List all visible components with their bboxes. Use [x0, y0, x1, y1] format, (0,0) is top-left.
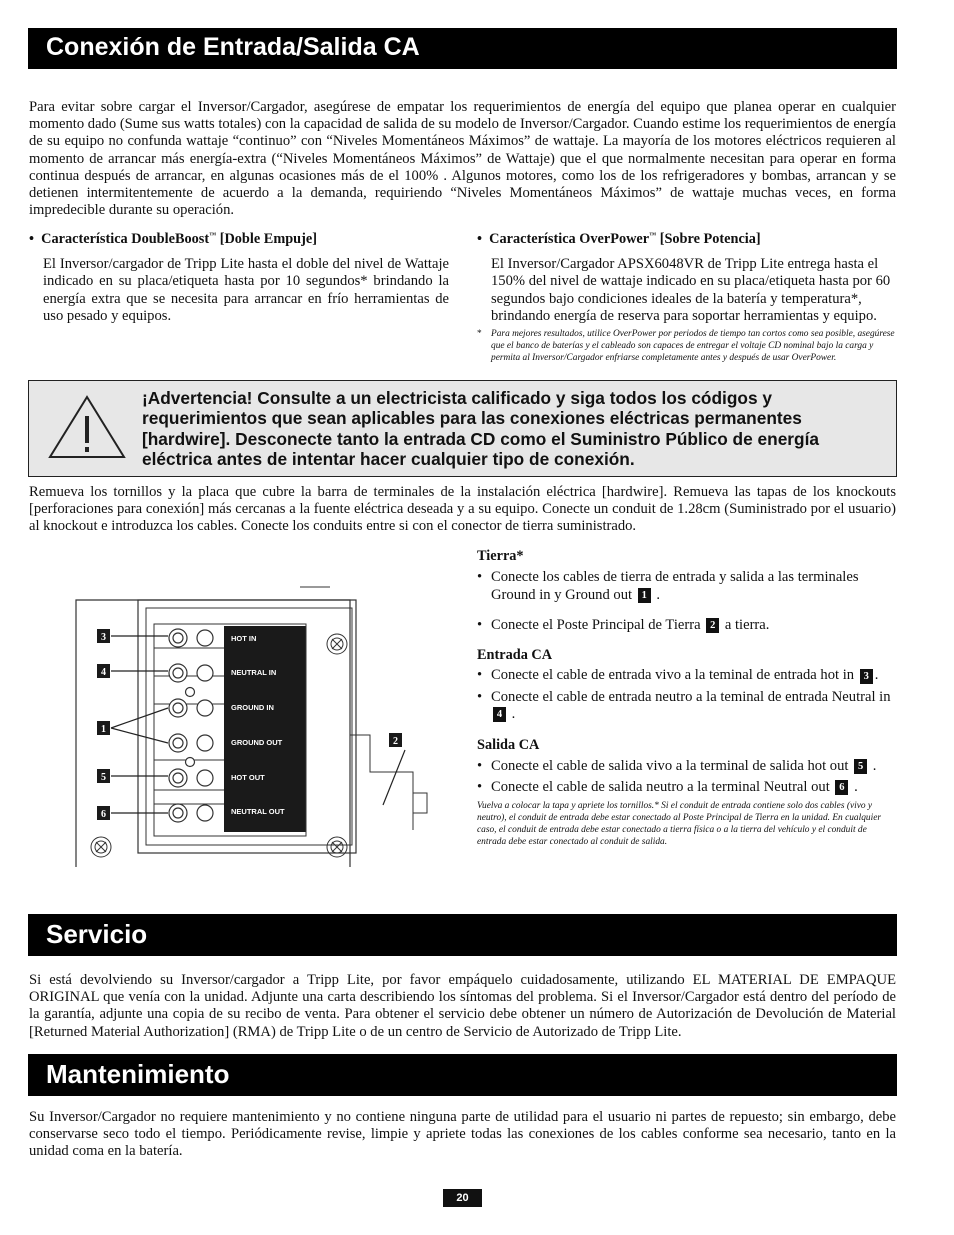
doubleboost-body: El Inversor/cargador de Tripp Lite hasta el doble del nivel de Wattaje indicado en su placa/etiqueta hasta por 10 segundos* brindando la energía extra que se necesita para arrancar en frío herramientas de uso pesado y equipos.: [43, 256, 449, 324]
callout-6: 6: [101, 809, 106, 820]
salida-note: Vuelva a colocar la tapa y apriete los tornillos.* Si el conduit de entrada contiene solo dos cables (vivo y neutro), el conduit de entrada debe estar conectado al Poste Principal de Tierra en la unidad. En cualquier caso, el conduit de entrada debe estar conectado a tierra física o a la tierra del vehículo y el conduit de entrada debe estar conectado al conduit de salida.: [477, 801, 882, 847]
tierra-heading: Tierra*: [477, 548, 524, 564]
remove-paragraph: Remueva los tornillos y la placa que cubre la barra de terminales de la instalación eléctrica [hardwire]. Remueva las tapas de los knockouts [perforaciones para conexión] más cercanas a la fuente eléctrica deseada y a su equipo. Conecte un conduit de 1.28cm (Suministrado por el usuario) al knockout e introduzca los cables. Conecte los conduits entre si con el conector de tierra suministrado.: [29, 484, 896, 535]
callout-2: 2: [393, 736, 398, 747]
section-title-text: Servicio: [46, 919, 148, 949]
section-title-mantenimiento: [28, 1054, 897, 1096]
screw-icon: [327, 634, 347, 654]
callout-4-inline: 4: [493, 707, 506, 722]
overpower-block: [477, 227, 897, 365]
callout-5-inline: 5: [854, 759, 867, 774]
callout-5: 5: [101, 772, 106, 783]
page-number: 20: [443, 1189, 482, 1207]
section-title-servicio: [28, 914, 897, 956]
entrada-bullet-2: • Conecte el cable de entrada neutro a la teminal de entrada Neutral in 4 .: [477, 689, 897, 724]
intro-paragraph: Para evitar sobre cargar el Inversor/Cargador, asegúrese de empatar los requerimientos de energía del equipo que planea operar en cualquier momento dado (Sume sus watts totales) con la capacidad de salida de su modelo de Inversor/Cargador. Cuando estime los requerimientos de energía de su equipo no confunda wattaje “continuo” con “Niveles Momentáneos Máximos” de wattaje. La mayoría de los motores eléctricos requieren al momento de arrancar más energía-extra (“Niveles Momentáneos Máximos” de Wattaje) que el que normalmente necesitan para operar en forma continua después de arrancar, en algunas ocasiones más de el 100% . Algunos motores, como los de los refrigeradores y bombas, arrancan y se detienen intermitentemente de acuerdo a la demanda, requiriendo “Niveles Momentáneos Máximos” de wattaje muchas veces, en forma impredecible durante su operación.: [29, 99, 896, 219]
screw-icon: [91, 837, 111, 857]
callout-3-inline: 3: [860, 669, 873, 684]
doubleboost-heading: • Característica DoubleBoost™ [Doble Empuje]: [29, 230, 317, 247]
section-title-conexion: [28, 28, 897, 69]
callout-2-inline: 2: [706, 618, 719, 633]
callout-3: 3: [101, 632, 106, 643]
terminal-label-hot-out: HOT OUT: [231, 773, 265, 782]
wiring-diagram: [70, 540, 470, 870]
entrada-heading: Entrada CA: [477, 647, 553, 664]
section-title-text: Conexión de Entrada/Salida CA: [46, 33, 420, 61]
terminal-label-neutral-in: NEUTRAL IN: [231, 668, 277, 677]
entrada-bullet-1: • Conecte el cable de entrada vivo a la teminal de entrada hot in 3 .: [477, 667, 897, 684]
terminal-label-ground-in: GROUND IN: [231, 703, 274, 712]
mantenimiento-paragraph: Su Inversor/Cargador no requiere mantenimiento y no contiene ninguna parte de utilidad para el usuario ni partes de repuesto; sin embargo, debe conservarse seco todo el tiempo. Periódicamente revise, limpie y apriete todas las conexiones de los cables conforme sea necesario, tanto en la unidad coma en la batería.: [29, 1109, 896, 1160]
screw-icon: [327, 837, 347, 857]
terminal-label-ground-out: GROUND OUT: [231, 738, 283, 747]
salida-bullet-2: • Conecte el cable de salida neutro a la terminal Neutral out 6 .: [477, 779, 897, 796]
callout-4: 4: [101, 667, 106, 678]
callout-1-inline: 1: [638, 588, 651, 603]
instructions-column: [477, 548, 897, 849]
terminal-label-neutral-out: NEUTRAL OUT: [231, 807, 285, 816]
doubleboost-block: [29, 227, 449, 325]
overpower-heading: • Característica OverPower™ [Sobre Potencia]: [477, 230, 761, 247]
section-title-text: Mantenimiento: [46, 1059, 230, 1089]
warning-text: ¡Advertencia! Consulte a un electricista calificado y siga todos los códigos y requerimientos que sean aplicables para las conexiones eléctricas permanentes [hardwire]. Desconecte tanto la entrada CD como el Suministro Público de energía eléctrica antes de intentar hacer cualquier tipo de conexión.: [142, 388, 819, 469]
overpower-footnote: * Para mejores resultados, utilice OverPower por periodos de tiempo tan cortos como sea posible, asegúrese que el banco de baterías y el cableado son capaces de entregar el voltaje CD nominal bajo la carga y permita al Inversor/Cargador enfriarse completamente antes y después de usar OverPower.: [477, 329, 895, 364]
salida-bullet-1: • Conecte el cable de salida vivo a la terminal de salida hot out 5 .: [477, 758, 897, 775]
tierra-bullet-2: • Conecte el Poste Principal de Tierra 2 a tierra.: [477, 617, 897, 634]
callout-6-inline: 6: [835, 780, 848, 795]
servicio-paragraph: Si está devolviendo su Inversor/cargador a Tripp Lite, por favor empáquelo cuidadosamente, utilizando EL MATERIAL DE EMPAQUE ORIGINAL que venía con la unidad. Adjunte una carta describiendo los síntomas del problema. Si el Inversor/Cargador está dentro del período de la garantía, adjunte una copia de su recibo de venta. Para obtener el servicio debe obtener un número de Autorización de Devolución de Material [Returned Material Authorization] (RMA) de Tripp Lite o de un centro de Servicio de Autorizado de Tripp Lite.: [29, 972, 896, 1040]
tierra-bullet-1: • Conecte los cables de tierra de entrada y salida a las terminales Ground in y Ground out 1 .: [477, 569, 897, 604]
warning-box: [28, 380, 897, 477]
warning-triangle-icon: [47, 394, 127, 460]
callout-1: 1: [101, 724, 106, 735]
overpower-body: El Inversor/Cargador APSX6048VR de Tripp Lite entrega hasta el 150% del nivel de wattaje indicado en su placa/etiqueta hasta por 60 segundos bajo condiciones ideales de la batería y temperatura*, brindando energía de reserva para soportar herramientas y equipo.: [491, 256, 891, 324]
terminal-label-hot-in: HOT IN: [231, 634, 257, 643]
salida-heading: Salida CA: [477, 737, 540, 754]
